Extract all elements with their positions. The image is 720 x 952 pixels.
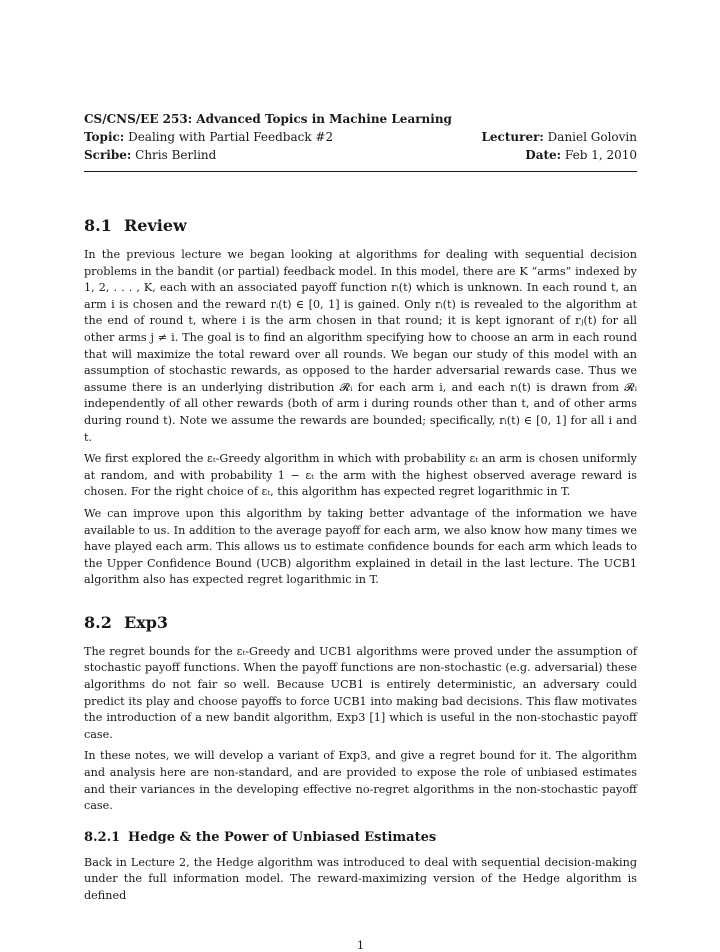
- subsection-title: Hedge & the Power of Unbiased Estimates: [128, 829, 437, 845]
- header-row-scribe: [84, 146, 637, 164]
- paragraph: In these notes, we will develop a variant of Exp3, and give a regret bound for it. The algorithm and analysis here are non-standard, and are provided to expose the role of unbiased estimates and their variances in the developing effective no-regret algorithms in the non-stochastic payoff case.: [84, 749, 637, 813]
- topic-label: Topic:: [84, 130, 125, 144]
- paper-page: [84, 110, 637, 952]
- subsection-number: 8.2.1: [84, 829, 121, 845]
- section-heading-exp3: [84, 613, 637, 633]
- course-title: CS/CNS/EE 253: Advanced Topics in Machine Learning: [84, 112, 452, 126]
- header-row-topic: [84, 128, 637, 146]
- topic-value: Dealing with Partial Feedback #2: [128, 130, 334, 144]
- lecturer-label: Lecturer:: [481, 130, 544, 144]
- paragraph: Back in Lecture 2, the Hedge algorithm was introduced to deal with sequential decision-making under the full information model. The reward-maximizing version of the Hedge algorithm is defined: [84, 855, 637, 902]
- page-number: 1: [356, 938, 365, 952]
- scribe-value: Chris Berlind: [135, 148, 217, 162]
- section-number: 8.1: [84, 216, 112, 235]
- paragraph: We first explored the εₜ-Greedy algorithm in which with probability εₜ an arm is chosen uniformly at random, and with probability 1 − εₜ the arm with the highest observed average reward is chosen. For the right choice of εₜ, this algorithm has expected regret logarithmic in T.: [84, 452, 637, 499]
- lecturer-value: Daniel Golovin: [547, 130, 637, 144]
- scribe-label: Scribe:: [84, 148, 132, 162]
- lecturer-field: [481, 128, 637, 146]
- paragraph: The regret bounds for the εₜ-Greedy and UCB1 algorithms were proved under the assumption of stochastic payoff functions. When the payoff functions are non-stochastic (e.g. adversarial) these algorithms do not fair so well. Because UCB1 is entirely deterministic, an adversary could predict its play and choose payoffs to force UCB1 into making bad decisions. This flaw motivates the introduction of a new bandit algorithm, Exp3 [1] which is useful in the non-stochastic payoff case.: [84, 644, 637, 741]
- date-value: Feb 1, 2010: [564, 148, 637, 162]
- section-title: Review: [124, 216, 187, 235]
- date-label: Date:: [525, 148, 562, 162]
- subsection-heading-hedge: [84, 829, 637, 847]
- paragraph: In the previous lecture we began looking at algorithms for dealing with sequential decision problems in the bandit (or partial) feedback model. In this model, there are K “arms” indexed by 1, 2, . . . , K, each with an associated payoff function rᵢ(t) which is unknown. In each round t, an arm i is chosen and the reward rᵢ(t) ∈ [0, 1] is gained. Only rᵢ(t) is revealed to the algorithm at the end of round t, where i is the arm chosen in that round; it is kept ignorant of rⱼ(t) for all other arms j ≠ i. The goal is to find an algorithm specifying how to choose an arm in each round that will maximize the total reward over all rounds. We began our study of this model with an assumption of stochastic rewards, as opposed to the harder adversarial rewards case. Thus we assume there is an underlying distribution 𝓡ᵢ for each arm i, and each rᵢ(t) is drawn from 𝓡ᵢ independently of all other rewards (both of arm i during rounds other than t, and of other arms during round t). Note we assume the rewards are bounded; specifically, rᵢ(t) ∈ [0, 1] for all i and t.: [84, 248, 637, 444]
- lecture-header: [84, 110, 637, 172]
- scribe-field: [84, 146, 216, 164]
- paragraph: We can improve upon this algorithm by taking better advantage of the information we have available to us. In addition to the average payoff for each arm, we also know how many times we have played each arm. This allows us to estimate confidence bounds for each arm which leads to the Upper Confidence Bound (UCB) algorithm explained in detail in the last lecture. The UCB1 algorithm also has expected regret logarithmic in T.: [84, 506, 637, 587]
- header-divider: [84, 171, 637, 172]
- date-field: [525, 146, 637, 164]
- topic-field: [84, 128, 333, 146]
- section-number: 8.2: [84, 612, 112, 632]
- section-heading-review: [84, 216, 637, 236]
- section-title: Exp3: [124, 612, 169, 632]
